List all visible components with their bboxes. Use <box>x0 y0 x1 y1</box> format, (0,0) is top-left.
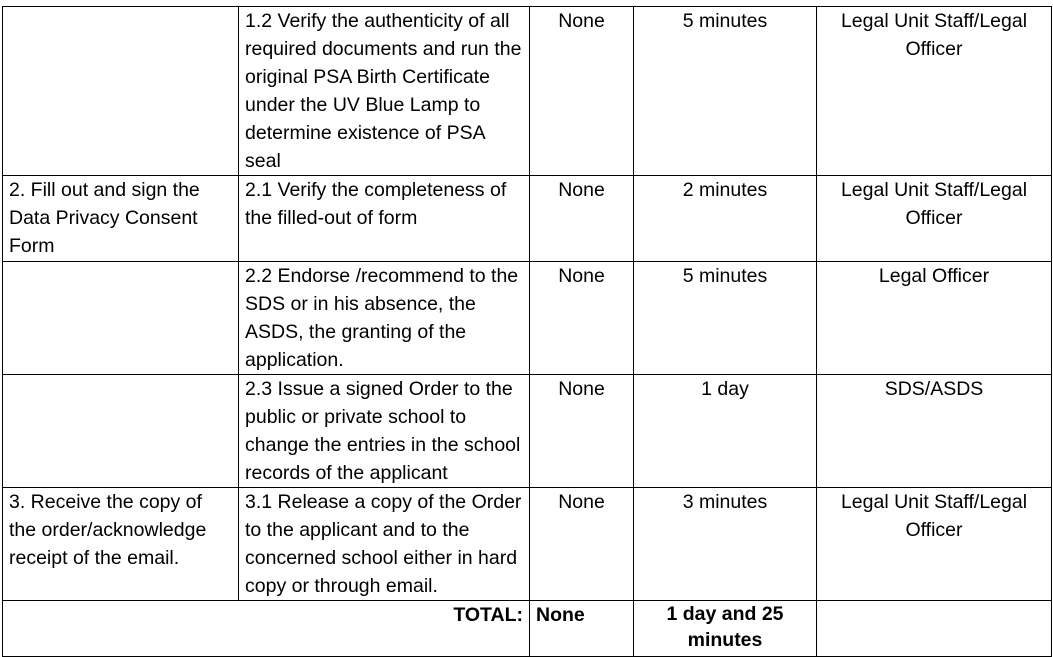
table-row <box>3 262 1052 375</box>
table-row <box>3 7 1052 176</box>
fee-cell: None <box>530 7 634 176</box>
agency-action-cell: 2.3 Issue a signed Order to the public or private school to change the entries in the school records of the applicant <box>239 375 530 488</box>
client-step-cell <box>3 7 239 176</box>
processing-time-cell: 3 minutes <box>634 488 817 601</box>
person-responsible-cell: Legal Unit Staff/Legal Officer <box>817 488 1052 601</box>
fee-cell: None <box>530 176 634 262</box>
total-label: TOTAL: <box>3 601 530 657</box>
processing-time-cell: 2 minutes <box>634 176 817 262</box>
fee-cell: None <box>530 488 634 601</box>
client-step-cell: 2. Fill out and sign the Data Privacy Consent Form <box>3 176 239 262</box>
fee-cell: None <box>530 375 634 488</box>
client-step-cell <box>3 375 239 488</box>
total-person-responsible <box>817 601 1052 657</box>
table-row <box>3 488 1052 601</box>
processing-time-cell: 5 minutes <box>634 7 817 176</box>
client-step-cell: 3. Receive the copy of the order/acknowledge receipt of the email. <box>3 488 239 601</box>
total-fee: None <box>530 601 634 657</box>
person-responsible-cell: Legal Officer <box>817 262 1052 375</box>
agency-action-cell: 3.1 Release a copy of the Order to the applicant and to the concerned school either in hard copy or through email. <box>239 488 530 601</box>
processing-time-cell: 5 minutes <box>634 262 817 375</box>
total-processing-time: 1 day and 25 minutes <box>634 601 817 657</box>
client-step-cell <box>3 262 239 375</box>
person-responsible-cell: SDS/ASDS <box>817 375 1052 488</box>
processing-time-cell: 1 day <box>634 375 817 488</box>
person-responsible-cell: Legal Unit Staff/Legal Officer <box>817 7 1052 176</box>
person-responsible-cell: Legal Unit Staff/Legal Officer <box>817 176 1052 262</box>
fee-cell: None <box>530 262 634 375</box>
agency-action-cell: 2.2 Endorse /recommend to the SDS or in his absence, the ASDS, the granting of the application. <box>239 262 530 375</box>
agency-action-cell: 1.2 Verify the authenticity of all required documents and run the original PSA Birth Certificate under the UV Blue Lamp to determine existence of PSA seal <box>239 7 530 176</box>
table-row <box>3 176 1052 262</box>
total-row <box>3 601 1052 657</box>
table-row <box>3 375 1052 488</box>
agency-action-cell: 2.1 Verify the completeness of the filled-out of form <box>239 176 530 262</box>
process-table <box>2 6 1052 657</box>
